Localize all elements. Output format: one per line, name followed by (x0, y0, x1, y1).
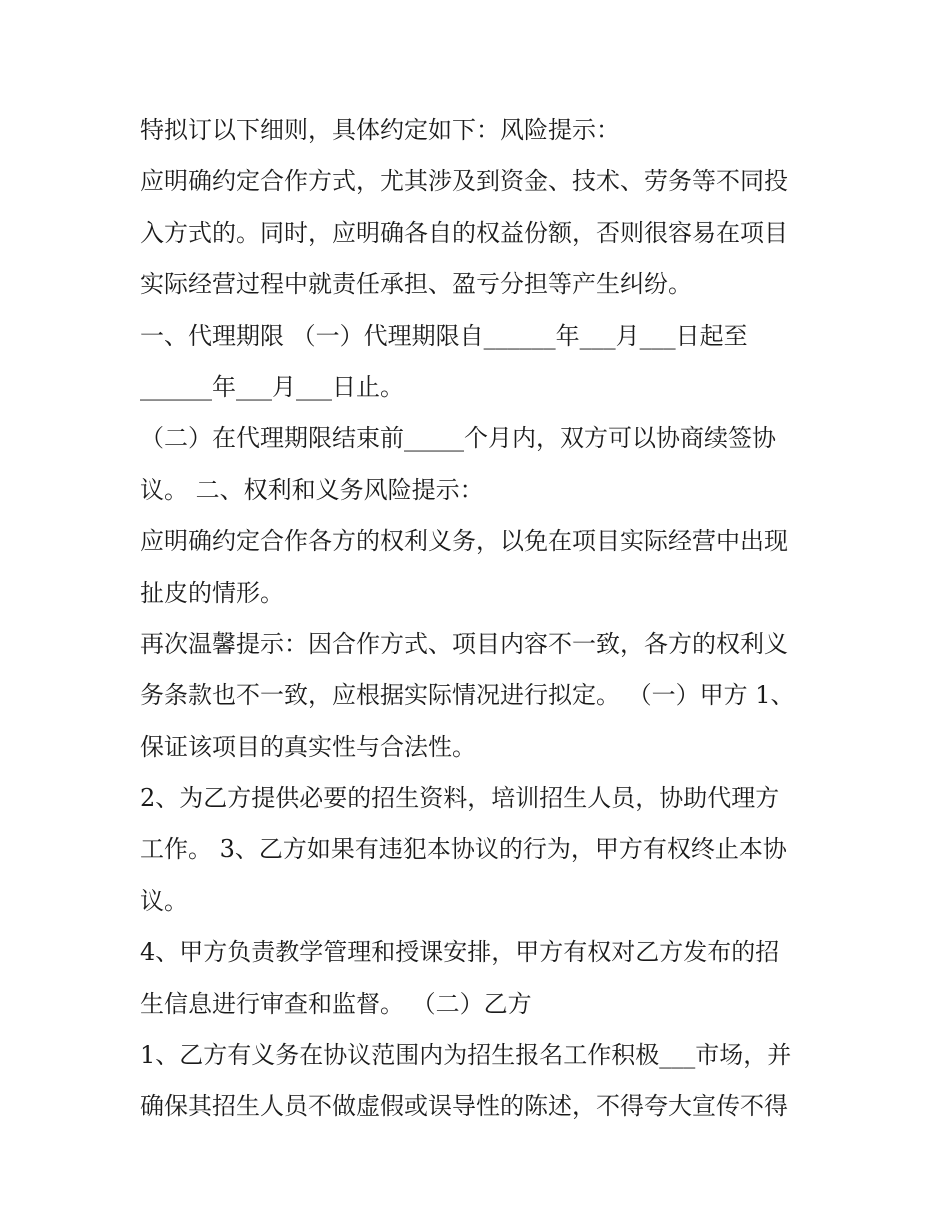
text-line: 保证该项目的真实性与合法性。 (140, 732, 476, 761)
text-line: 生信息进行审查和监督。 （二）乙方 (140, 989, 532, 1018)
text-line: 一、代理期限 （一）代理期限自______年___月___日起至 (140, 321, 748, 350)
text-line: 再次温馨提示：因合作方式、项目内容不一致，各方的权利义 (140, 629, 788, 658)
text-line: 2、为乙方提供必要的招生资料，培训招生人员，协助代理方 (140, 784, 780, 813)
text-line: （二）在代理期限结束前_____个月内，双方可以协商续签协 (140, 424, 776, 453)
text-line: 应明确约定合作方式，尤其涉及到资金、技术、劳务等不同投 (140, 167, 788, 196)
text-line: 确保其招生人员不做虚假或误导性的陈述，不得夸大宣传不得 (140, 1092, 788, 1121)
text-line: 入方式的。同时，应明确各自的权益份额，否则很容易在项目 (140, 218, 788, 247)
text-line: 议。 二、权利和义务风险提示： (140, 475, 484, 504)
text-line: 实际经营过程中就责任承担、盈亏分担等产生纠纷。 (140, 270, 692, 299)
text-line: ______年___月___日止。 (140, 372, 404, 401)
document-body (140, 109, 820, 1137)
text-line: 务条款也不一致，应根据实际情况进行拟定。 （一）甲方 1、 (140, 681, 795, 710)
text-line: 应明确约定合作各方的权利义务，以免在项目实际经营中出现 (140, 527, 788, 556)
text-line: 特拟订以下细则，具体约定如下：风险提示： (140, 116, 620, 144)
text-line: 工作。 3、乙方如果有违犯本协议的行为，甲方有权终止本协 (140, 835, 787, 864)
text-line: 议。 (140, 886, 188, 915)
text-line: 扯皮的情形。 (140, 578, 284, 607)
text-line: 1、乙方有义务在协议范围内为招生报名工作积极___市场，并 (140, 1041, 792, 1070)
text-line: 4、甲方负责教学管理和授课安排，甲方有权对乙方发布的招 (140, 938, 780, 967)
